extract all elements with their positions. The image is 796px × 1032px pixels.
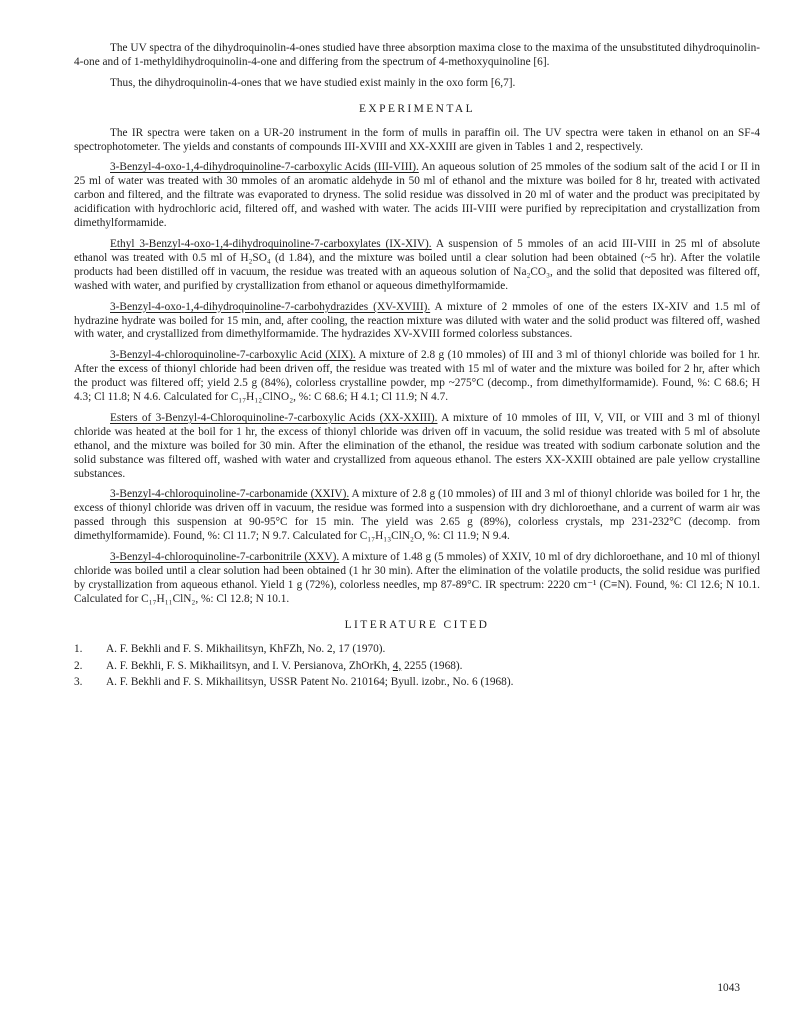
intro-paragraph-1: The UV spectra of the dihydroquinolin-4-ones studied have three absorption maxima close to the maxima of the unsubstituted dihydroquinolin-4-one and of 1-methyldihydroquinolin-4-one and differing from the spectrum of 4-methoxyquinoline [6]. [74,42,760,68]
reference-number: 3. [74,676,83,689]
literature-heading: LITERATURE CITED [344,618,490,631]
reference-item [74,660,760,674]
reference-text: A. F. Bekhli, F. S. Mikhailitsyn, and I. V. Persianova, ZhOrKh, 4, 2255 (1968). [106,659,463,672]
page-number: 1043 [717,982,740,994]
procedure-body: An aqueous solution of 25 mmoles of the sodium salt of the acid I or II in 25 ml of water was treated with 30 mmoles of an aromatic aldehyde in 50 ml of ethanol and the mixture was boiled for 8 hr, treated with activated carbon and filtered, and the filtrate was evaporated to dryness. The solid residue was dissolved in 20 ml of water and the product was precipitated by acidification with hydrochloric acid, filtered off, and washed with water. The acids III-VIII were purified by reprecipitation and crystallization from dimethylformamide. [74,161,760,230]
procedure-paragraph [74,161,760,231]
reference-item [74,643,760,657]
reference-item [74,676,760,690]
reference-number: 1. [74,642,83,655]
reference-number: 2. [74,659,83,672]
procedure-title: 3-Benzyl-4-chloroquinoline-7-carbonamide (XXIV). [110,488,350,501]
procedure-paragraph [74,349,760,405]
experimental-intro: The IR spectra were taken on a UR-20 instrument in the form of mulls in paraffin oil. The UV spectra were taken in ethanol on an SF-4 spectrophotometer. The yields and constants of compounds III-XVIII and XX-XXIII are given in Tables 1 and 2, respectively. [74,126,760,153]
procedure-paragraph [74,412,760,482]
reference-text: A. F. Bekhli and F. S. Mikhailitsyn, USSR Patent No. 210164; Byull. izobr., No. 6 (1968). [106,676,514,689]
procedure-body: A mixture of 2 mmoles of one of the esters IX-XIV and 1.5 ml of hydrazine hydrate was boiled for 15 min, and, after cooling, the reaction mixture was diluted with water and the solid product was filtered off, washed with water, and crystallized from dimethylformamide. The hydrazides XV-XVIII formed colorless substances. [74,300,760,341]
reference-text: A. F. Bekhli and F. S. Mikhailitsyn, KhFZh, No. 2, 17 (1970). [106,642,386,655]
procedure-body: A mixture of 10 mmoles of III, V, VII, or VIII and 3 ml of thionyl chloride was heated at the boil for 1 hr, the excess of thionyl chloride was driven off in vacuum, the solid residue was treated with 5 ml of absolute ethanol, and the mixture was boiled for 30 min. After the elimination of the ethanol, the residue was treated with sodium carbonate solution and the solid substance was filtered off, washed with water and crystallized from aqueous ethanol. The esters XX-XXIII obtained are pale yellow crystalline substances. [74,411,760,480]
procedure-paragraph [74,238,760,294]
procedure-body: A mixture of 2.8 g (10 mmoles) of III and 3 ml of thionyl chloride was boiled for 1 hr. After the excess of thionyl chloride had been driven off, the residue was treated with 15 ml of water and the mixture was boiled for 2 hr, after which the product was filtered off; yield 2.5 g (84%), colorless crystalline powder, mp ~275°C (decomp., from dimethylformamide). Found, %: C 68.6; H 4.3; Cl 11.8; N 4.6. Calculated for C₁₇H₁₂ClNO₂, %: C 68.6; H 4.1; Cl 11.9; N 4.7. [74,349,760,404]
experimental-heading: EXPERIMENTAL [358,102,476,115]
procedure-title: Ethyl 3-Benzyl-4-oxo-1,4-dihydroquinoline-7-carboxylates (IX-XIV). [110,237,432,250]
procedure-title: Esters of 3-Benzyl-4-Chloroquinoline-7-carboxylic Acids (XX-XXIII). [110,411,438,424]
intro-paragraph-2: Thus, the dihydroquinolin-4-ones that we have studied exist mainly in the oxo form [6,7]. [110,76,516,89]
procedure-paragraph [74,301,760,343]
procedure-body: A mixture of 2.8 g (10 mmoles) of III and 3 ml of thionyl chloride was boiled for 1 hr, the excess of thionyl chloride was driven off in vacuum, the residue was formed into a suspension with dry dichloroethane, and a current of warm air was passed through this suspension at 90-95°C for 15 min. The yield was 2.65 g (89%), colorless crystals, mp 231-232°C (decomp. from dimethylformamide). Found, %: Cl 11.7; N 9.7. Calculated for C₁₇H₁₃ClN₂O, %: Cl 11.9; N 9.4. [74,488,760,543]
procedure-title: 3-Benzyl-4-oxo-1,4-dihydroquinoline-7-carboxylic Acids (III-VIII). [110,161,419,174]
procedure-paragraph [74,551,760,607]
reference-list [74,643,760,691]
procedure-title: 3-Benzyl-4-chloroquinoline-7-carbonitrile (XXV). [110,551,340,564]
procedure-paragraph [74,488,760,544]
procedure-title: 3-Benzyl-4-oxo-1,4-dihydroquinoline-7-carbohydrazides (XV-XVIII). [110,300,431,313]
procedure-body: A mixture of 1.48 g (5 mmoles) of XXIV, 10 ml of dry dichloroethane, and 10 ml of thionyl chloride was boiled until a clear solution had been obtained (1 hr 30 min). After the elimination of the volatile products, the solid residue was purified by crystallization from aqueous ethanol. Yield 1 g (72%), colorless needles, mp 87-89°C. IR spectrum: 2220 cm⁻¹ (C≡N). Found, %: Cl 12.6; N 10.1. Calculated for C₁₇H₁₁ClN₂, %: Cl 12.8; N 10.1. [74,551,761,605]
procedure-body: A suspension of 5 mmoles of an acid III-VIII in 25 ml of absolute ethanol was treated with 0.5 ml of H₂SO₄ (d 1.84), and the mixture was boiled until a clear solution had been obtained (~5 hr). After the volatile products had been distilled off in vacuum, the residue was treated with an aqueous solution of Na₂CO₃, and the solid that deposited was filtered off, washed with water, and purified by crystallization from ethanol or aqueous dimethylformamide. [74,237,761,292]
procedure-title: 3-Benzyl-4-chloroquinoline-7-carboxylic Acid (XIX). [110,349,356,362]
